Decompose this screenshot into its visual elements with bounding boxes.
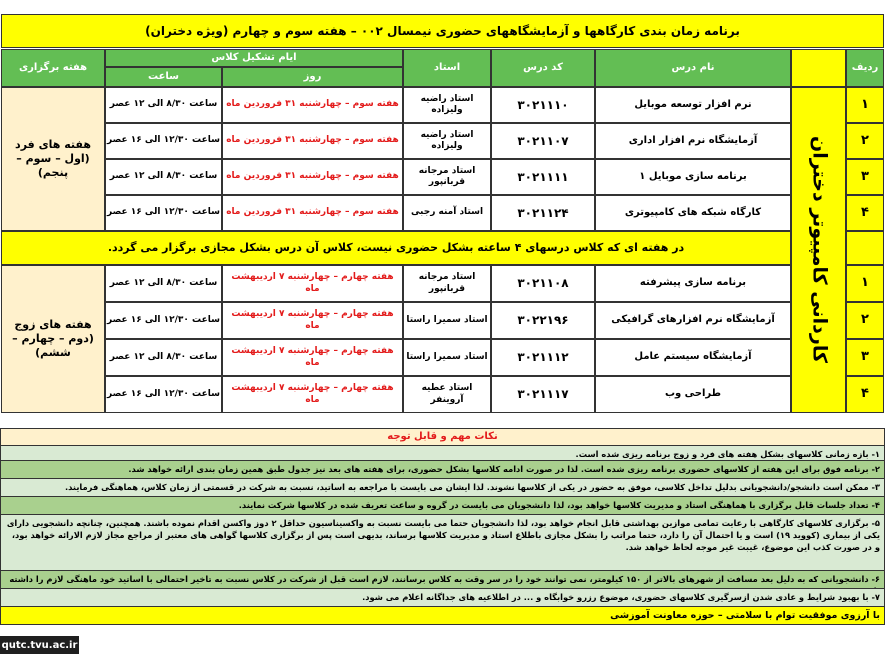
header-week: هفته برگزاری: [1, 49, 105, 87]
row-b2-code: ۳۰۲۲۱۹۶: [491, 302, 595, 339]
row-a2-time: ساعت ۱۲/۳۰ الی ۱۶ عصر: [105, 123, 222, 159]
mid-notice-radif-blank: [846, 231, 884, 265]
row-b4-instructor: استاد عطیه آروینفر: [403, 376, 491, 413]
row-b4-radif: ۴: [846, 376, 884, 413]
row-a3-time: ساعت ۸/۳۰ الی ۱۲ عصر: [105, 159, 222, 195]
row-b2-time: ساعت ۱۲/۳۰ الی ۱۶ عصر: [105, 302, 222, 339]
row-a4-code: ۳۰۲۱۱۲۴: [491, 195, 595, 231]
note-item: ۱- بازه زمانی کلاسهای بشکل هفته های فرد و زوج برنامه ریزی شده است.: [0, 446, 885, 461]
header-course-code: کد درس: [491, 49, 595, 87]
row-b3-day: هفته چهارم – چهارشنبه ۷ اردیبهشت ماه: [222, 339, 403, 376]
header-time: ساعت: [105, 67, 222, 87]
note-item: ۲- برنامه فوق برای این هفته از کلاسهای حضوری برنامه ریزی شده است. لذا در صورت ادامه کلاسها بشکل حضوری، برای هفته های بعد نیز جدول طبق همین زمان بندی ارائه خواهد شد.: [0, 461, 885, 479]
note-item: ۷- با بهبود شرایط و عادی شدن ازسرگیری کلاسهای حضوری، موضوع رزرو خوابگاه و ... در اطلاعیه های جداگانه اعلام می شود.: [0, 589, 885, 607]
row-b2-radif: ۲: [846, 302, 884, 339]
row-a4-instructor: استاد آمنه رجبی: [403, 195, 491, 231]
row-a2-radif: ۲: [846, 123, 884, 159]
row-b1-day: هفته چهارم – چهارشنبه ۷ اردیبهشت ماه: [222, 265, 403, 302]
header-group-blank: [791, 49, 846, 87]
row-b1-code: ۳۰۲۱۱۰۸: [491, 265, 595, 302]
row-b4-code: ۳۰۲۱۱۱۷: [491, 376, 595, 413]
row-a3-instructor: استاد مرجانه قربانپور: [403, 159, 491, 195]
site-logo: qutc.tvu.ac.ir: [0, 636, 79, 654]
row-a4-name: کارگاه شبکه های کامپیوتری: [595, 195, 791, 231]
row-b4-name: طراحی وب: [595, 376, 791, 413]
mid-notice: در هفته ای که کلاس درسهای ۴ ساعته بشکل حضوری نیست، کلاس آن درس بشکل مجازی برگزار می گردد.: [1, 231, 791, 265]
row-b2-name: آزمایشگاه نرم افزارهای گرافیکی: [595, 302, 791, 339]
row-a1-code: ۳۰۲۱۱۱۰: [491, 87, 595, 123]
week-group-odd: هفته های فرد (اول – سوم – پنجم): [1, 87, 105, 231]
row-a2-code: ۳۰۲۱۱۰۷: [491, 123, 595, 159]
row-a3-name: برنامه سازی موبایل ۱: [595, 159, 791, 195]
row-a2-day: هفته سوم – چهارشنبه ۳۱ فروردین ماه: [222, 123, 403, 159]
row-b1-instructor: استاد مرجانه قربانپور: [403, 265, 491, 302]
row-b3-instructor: استاد سمیرا راستا: [403, 339, 491, 376]
row-b3-code: ۳۰۲۱۱۱۲: [491, 339, 595, 376]
note-item: ۴- تعداد جلسات قابل برگزاری با هماهنگی استاد و مدیریت کلاسها خواهد بود، لذا دانشجویان می بایست در گروه و ساعت تعریف شده در کلاسها شرکت نمایند.: [0, 497, 885, 515]
header-radif: ردیف: [846, 49, 884, 87]
header-class-days: ایام تشکیل کلاس: [105, 49, 403, 67]
notes-footer: با آرزوی موفقیت توام با سلامتی – حوزه معاونت آموزشی: [0, 607, 885, 625]
row-a3-radif: ۳: [846, 159, 884, 195]
note-item: ۵- برگزاری کلاسهای کارگاهی با رعایت تمامی موازین بهداشتی قابل انجام خواهد بود، لذا دانشجویان حتما می بایست نسبت به واکسیناسیون حداقل ۲ دوز واکسن اقدام نموده باشند. همچنین، چنانچه دانشجویی دارای یکی از بیماری (کووید ۱۹) است و یا احتمال آن را دارد، حتما مراتب را بشکل مجازی باطلاع استاد و مدیریت کلاسها برساند، بدیهی است پس از برگزاری کلاسها گواهی های معتبر از مراجع مجاز لازم الارائه خواهد بود، و در صورت کذب این موضوع، غیبت غیر موجه لحاظ خواهد شد.: [0, 515, 885, 571]
row-a1-day: هفته سوم – چهارشنبه ۳۱ فروردین ماه: [222, 87, 403, 123]
row-a2-instructor: استاد راضیه ولیزاده: [403, 123, 491, 159]
note-item: ۶- دانشجویانی که به دلیل بعد مسافت از شهرهای بالاتر از ۱۵۰ کیلومتر، نمی توانند خود را در سر وقت به کلاس برسانند، لازم است قبل از شرکت در کلاس نسبت به تاخیر احتمالی با اساتید خود ماهنگی لازم را داشته: [0, 571, 885, 589]
row-b2-day: هفته چهارم – چهارشنبه ۷ اردیبهشت ماه: [222, 302, 403, 339]
row-a3-code: ۳۰۲۱۱۱۱: [491, 159, 595, 195]
row-a4-radif: ۴: [846, 195, 884, 231]
notes-title: نکات مهم و قابل توجه: [0, 428, 885, 446]
row-a3-day: هفته سوم – چهارشنبه ۳۱ فروردین ماه: [222, 159, 403, 195]
row-b4-time: ساعت ۱۲/۳۰ الی ۱۶ عصر: [105, 376, 222, 413]
row-a2-name: آزمایشگاه نرم افزار اداری: [595, 123, 791, 159]
note-item: ۳- ممکن است دانشجو/دانشجویانی بدلیل تداخل کلاسی، موفق به حضور در یکی از کلاسها نشوند. لذا ایشان می بایست با مراجعه به اساتید، نسبت به شرکت در قسمتی از زمان کلاس، هماهنگی فرمایند.: [0, 479, 885, 497]
row-b1-name: برنامه سازی پیشرفته: [595, 265, 791, 302]
row-a1-radif: ۱: [846, 87, 884, 123]
row-b3-time: ساعت ۸/۳۰ الی ۱۲ عصر: [105, 339, 222, 376]
row-b1-radif: ۱: [846, 265, 884, 302]
row-b4-day: هفته چهارم – چهارشنبه ۷ اردیبهشت ماه: [222, 376, 403, 413]
row-a4-day: هفته سوم – چهارشنبه ۳۱ فروردین ماه: [222, 195, 403, 231]
header-course-name: نام درس: [595, 49, 791, 87]
header-instructor: استاد: [403, 49, 491, 87]
header-day: روز: [222, 67, 403, 87]
row-a4-time: ساعت ۱۲/۳۰ الی ۱۶ عصر: [105, 195, 222, 231]
row-b3-name: آزمایشگاه سیستم عامل: [595, 339, 791, 376]
row-b1-time: ساعت ۸/۳۰ الی ۱۲ عصر: [105, 265, 222, 302]
group-label: کاردانی کامپیوتر دختران: [791, 87, 846, 413]
row-a1-time: ساعت ۸/۳۰ الی ۱۲ عصر: [105, 87, 222, 123]
week-group-even: هفته های زوج (دوم – چهارم – ششم): [1, 265, 105, 413]
row-a1-instructor: استاد راضیه ولیزاده: [403, 87, 491, 123]
row-a1-name: نرم افزار توسعه موبایل: [595, 87, 791, 123]
row-b3-radif: ۳: [846, 339, 884, 376]
row-b2-instructor: استاد سمیرا راستا: [403, 302, 491, 339]
page-title: برنامه زمان بندی کارگاهها و آزمایشگاههای حضوری نیمسال ۰۰۲ – هفته سوم و چهارم (ویژه دختران): [1, 14, 884, 48]
